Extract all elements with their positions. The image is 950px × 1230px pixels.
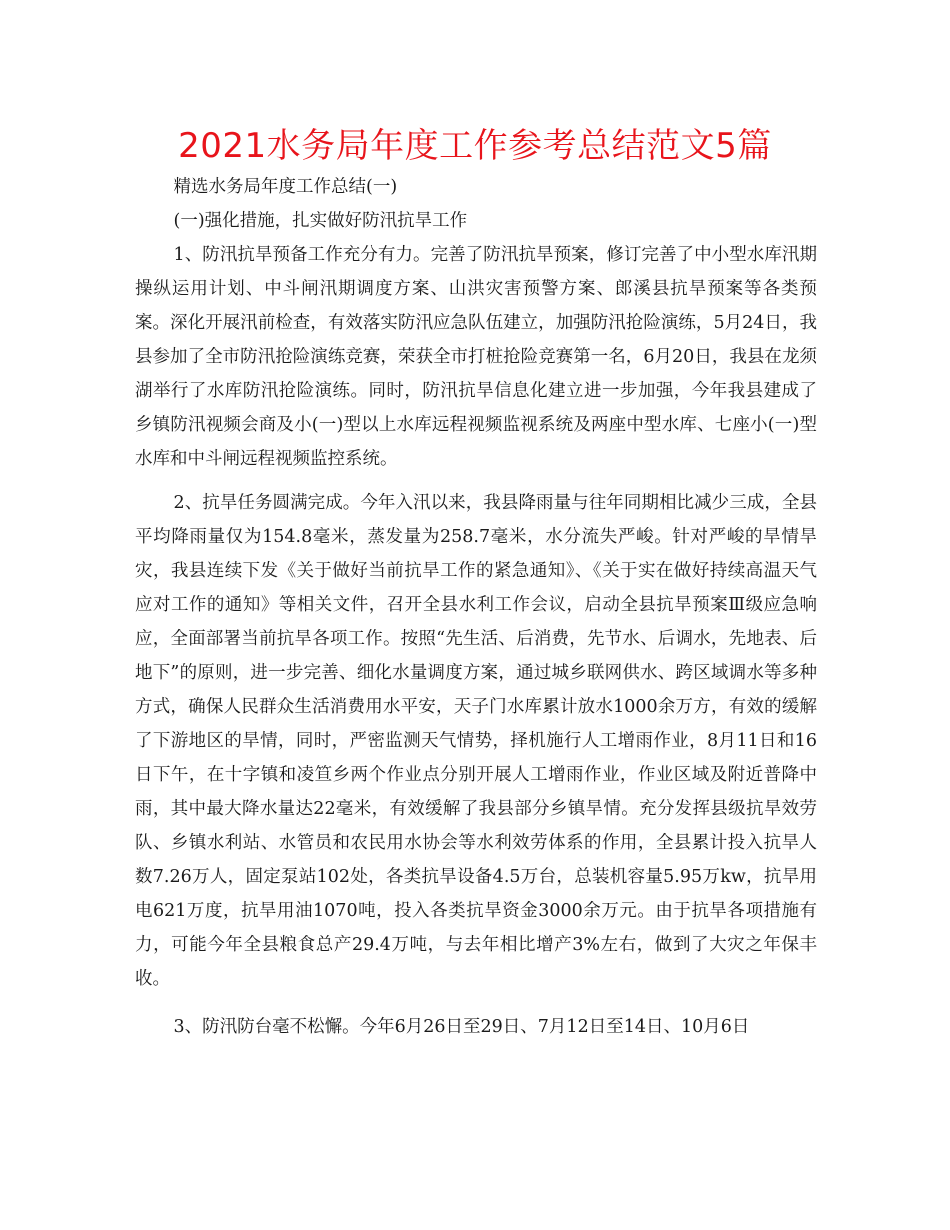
document-body	[135, 170, 817, 1044]
paragraph-typhoon-prevention: 3、防汛防台毫不松懈。今年6月26日至29日、7月12日至14日、10月6日	[173, 1017, 750, 1037]
subsection-heading: (一)强化措施，扎实做好防汛抗旱工作	[173, 211, 468, 231]
paragraph-flood-preparation: 1、防汛抗旱预备工作充分有力。完善了防汛抗旱预案，修订完善了中小型水库汛期操纵运用计划、中斗闸汛期调度方案、山洪灾害预警方案、郎溪县抗旱预案等各类预案。深化开展汛前检查，有效落实防汛应急队伍建立，加强防汛抢险演练，5月24日，我县参加了全市防汛抢险演练竞赛，荣获全市打桩抢险竞赛第一名，6月20日，我县在龙须湖举行了水库防汛抢险演练。同时，防汛抗旱信息化建立进一步加强，今年我县建成了乡镇防汛视频会商及小(一)型以上水库远程视频监视系统及两座中型水库、七座小(一)型水库和中斗闸远程视频监控系统。	[135, 245, 817, 469]
paragraph-drought-relief: 2、抗旱任务圆满完成。今年入汛以来，我县降雨量与往年同期相比减少三成，全县平均降雨量仅为154.8毫米，蒸发量为258.7毫米，水分流失严峻。针对严峻的旱情旱灾，我县连续下发《关于做好当前抗旱工作的紧急通知》、《关于实在做好持续高温天气应对工作的通知》等相关文件，召开全县水利工作会议，启动全县抗旱预案Ⅲ级应急响应，全面部署当前抗旱各项工作。按照“先生活、后消费，先节水、后调水，先地表、后地下”的原则，进一步完善、细化水量调度方案，通过城乡联网供水、跨区域调水等多种方式，确保人民群众生活消费用水平安，天子门水库累计放水1000余万方，有效的缓解了下游地区的旱情，同时，严密监测天气情势，择机施行人工增雨作业，8月11日和16日下午，在十字镇和凌笪乡两个作业点分别开展人工增雨作业，作业区域及附近普降中雨，其中最大降水量达22毫米，有效缓解了我县部分乡镇旱情。充分发挥县级抗旱效劳队、乡镇水利站、水管员和农民用水协会等水利效劳体系的作用，全县累计投入抗旱人数7.26万人，固定泵站102处，各类抗旱设备4.5万台，总装机容量5.95万kw，抗旱用电621万度，抗旱用油1070吨，投入各类抗旱资金3000余万元。由于抗旱各项措施有力，可能今年全县粮食总产29.4万吨，与去年相比增产3%左右，做到了大灾之年保丰收。	[135, 493, 817, 989]
section-heading: 精选水务局年度工作总结(一)	[173, 177, 398, 197]
document-title: 2021水务局年度工作参考总结范文5篇	[178, 126, 772, 166]
